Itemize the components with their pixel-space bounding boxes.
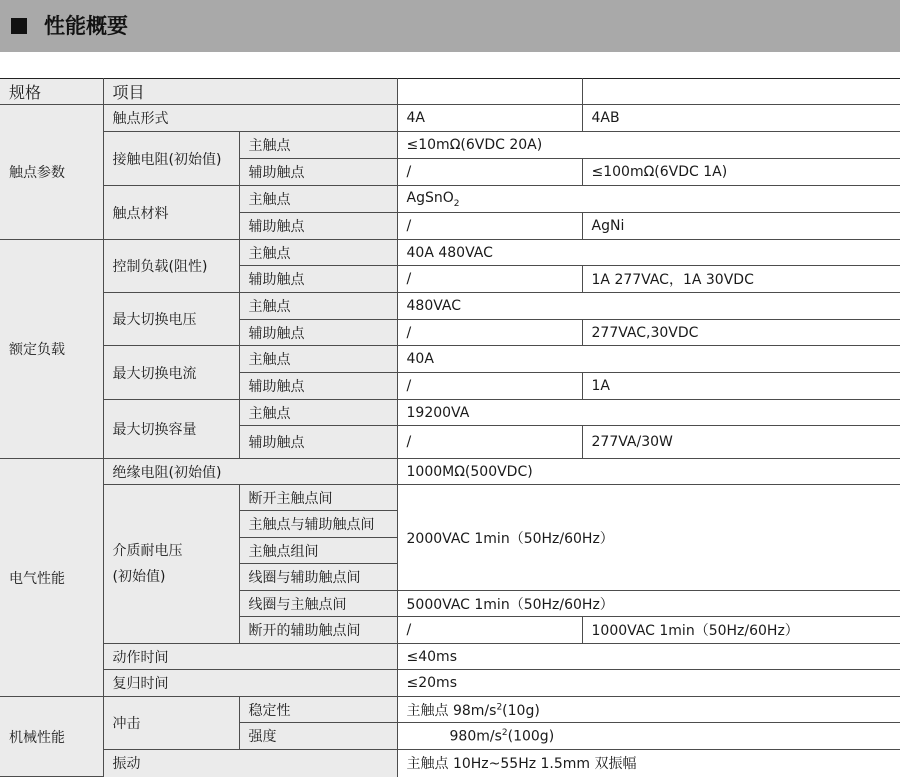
dielectric-shared-value: 2000VAC 1min（50Hz/60Hz） — [397, 485, 900, 591]
spec-table — [0, 78, 900, 777]
voltage-aux-4a: / — [397, 320, 582, 346]
dielectric-row-6-4a: / — [397, 617, 582, 644]
resistance-aux-4a: / — [397, 159, 582, 186]
contact-form-4a: 4A — [397, 105, 582, 132]
load-aux-4ab: 1A 277VAC，1A 30VDC — [582, 266, 900, 293]
contact-resistance-label: 接触电阻(初始值) — [103, 132, 239, 186]
dielectric-row-1: 断开主触点间 — [239, 485, 397, 511]
current-main-value: 40A — [397, 346, 900, 373]
vibration-value: 主触点 10Hz~55Hz 1.5mm 双振幅 — [397, 750, 900, 777]
group-rated: 额定负载 — [0, 240, 103, 459]
resistance-main-value: ≤10mΩ(6VDC 20A) — [397, 132, 900, 159]
insulation-value: 1000MΩ(500VDC) — [397, 459, 900, 485]
vibration-label: 振动 — [103, 750, 397, 777]
operate-time-label: 动作时间 — [103, 644, 397, 670]
capacity-aux-4ab: 277VA/30W — [582, 426, 900, 459]
table-row — [0, 485, 900, 511]
current-aux-4ab: 1A — [582, 373, 900, 400]
shock-label: 冲击 — [103, 697, 239, 750]
group-mechanical: 机械性能 — [0, 697, 103, 777]
dielectric-row-6: 断开的辅助触点间 — [239, 617, 397, 644]
table-row — [0, 105, 900, 132]
voltage-main-value: 480VAC — [397, 293, 900, 320]
dielectric-row-3: 主触点组间 — [239, 538, 397, 564]
page-title: 性能概要 — [44, 14, 128, 38]
contact-material-label: 触点材料 — [103, 186, 239, 240]
dielectric-row-6-4ab: 1000VAC 1min（50Hz/60Hz） — [582, 617, 900, 644]
aux-contact-label: 辅助触点 — [239, 373, 397, 400]
current-aux-4a: / — [397, 373, 582, 400]
table-header-row — [0, 79, 900, 105]
current-label: 最大切换电流 — [103, 346, 239, 400]
dielectric-label: 介质耐电压 (初始值) — [103, 485, 239, 644]
main-contact-label: 主触点 — [239, 400, 397, 426]
title-bar — [0, 0, 900, 52]
table-row — [0, 644, 900, 670]
aux-contact-label: 辅助触点 — [239, 213, 397, 240]
voltage-label: 最大切换电压 — [103, 293, 239, 346]
table-row — [0, 697, 900, 723]
group-electrical: 电气性能 — [0, 459, 103, 697]
capacity-aux-4a: / — [397, 426, 582, 459]
header-empty-2 — [582, 79, 900, 105]
voltage-aux-4ab: 277VAC,30VDC — [582, 320, 900, 346]
main-contact-label: 主触点 — [239, 240, 397, 266]
table-row — [0, 400, 900, 426]
operate-time-value: ≤40ms — [397, 644, 900, 670]
strength-value: $980m/s^2(100g)$ — [397, 723, 900, 750]
table-row — [0, 240, 900, 266]
header-spec: 规格 — [0, 79, 103, 105]
material-aux-4a: / — [397, 213, 582, 240]
main-contact-label: 主触点 — [239, 346, 397, 373]
aux-contact-label: 辅助触点 — [239, 159, 397, 186]
capacity-label: 最大切换容量 — [103, 400, 239, 459]
strength-label: 强度 — [239, 723, 397, 750]
load-label: 控制负载(阻性) — [103, 240, 239, 293]
table-row — [0, 132, 900, 159]
aux-contact-label: 辅助触点 — [239, 320, 397, 346]
material-main-value: AgSnO$_2$ — [397, 186, 900, 213]
main-contact-label: 主触点 — [239, 186, 397, 213]
dielectric-row-5-value: 5000VAC 1min（50Hz/60Hz） — [397, 591, 900, 617]
release-time-value: ≤20ms — [397, 670, 900, 697]
header-item: 项目 — [103, 79, 397, 105]
load-aux-4a: / — [397, 266, 582, 293]
release-time-label: 复归时间 — [103, 670, 397, 697]
table-row — [0, 293, 900, 320]
group-contact: 触点参数 — [0, 105, 103, 240]
main-contact-label: 主触点 — [239, 293, 397, 320]
main-contact-label: 主触点 — [239, 132, 397, 159]
table-row — [0, 750, 900, 777]
title-square-icon — [11, 18, 27, 34]
aux-contact-label: 辅助触点 — [239, 426, 397, 459]
table-row — [0, 459, 900, 485]
material-aux-4ab: AgNi — [582, 213, 900, 240]
table-row — [0, 346, 900, 373]
stability-value: 主触点 $98m/s^2(10g)$ — [397, 697, 900, 723]
insulation-label: 绝缘电阻(初始值) — [103, 459, 397, 485]
aux-contact-label: 辅助触点 — [239, 266, 397, 293]
table-row — [0, 670, 900, 697]
dielectric-row-2: 主触点与辅助触点间 — [239, 511, 397, 538]
table-row — [0, 186, 900, 213]
contact-form-label: 触点形式 — [103, 105, 397, 132]
header-empty-1 — [397, 79, 582, 105]
capacity-main-value: 19200VA — [397, 400, 900, 426]
stability-label: 稳定性 — [239, 697, 397, 723]
load-main-value: 40A 480VAC — [397, 240, 900, 266]
dielectric-row-4: 线圈与辅助触点间 — [239, 564, 397, 591]
dielectric-row-5: 线圈与主触点间 — [239, 591, 397, 617]
contact-form-4ab: 4AB — [582, 105, 900, 132]
resistance-aux-4ab: ≤100mΩ(6VDC 1A) — [582, 159, 900, 186]
